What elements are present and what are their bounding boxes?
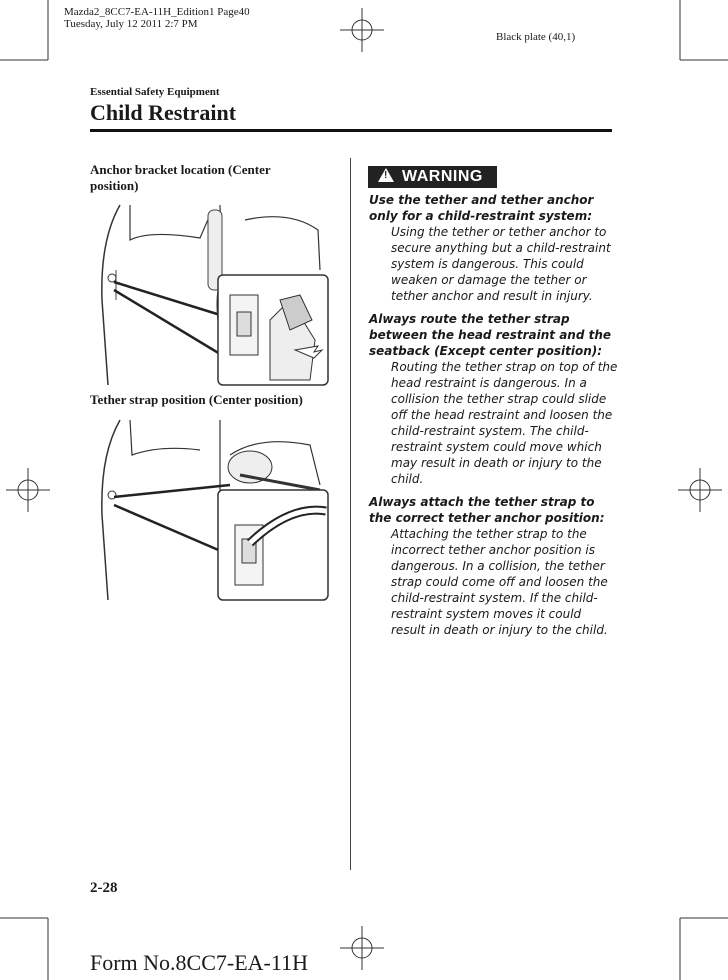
warning-item-heading: Use the tether and tether anchor only for a child-restraint system:	[369, 193, 594, 223]
page-title: Child Restraint	[90, 100, 237, 125]
print-header	[64, 6, 250, 30]
warning-list	[369, 192, 619, 645]
warning-badge-label: WARNING	[402, 168, 483, 185]
section-label: Essential Safety Equipment	[90, 86, 220, 98]
print-header-line1: Mazda2_8CC7-EA-11H_Edition1 Page40	[64, 6, 250, 18]
warning-item	[369, 192, 619, 304]
warning-item-body: Attaching the tether strap to the incorrect tether anchor position is dangerous. In a collision, the tether strap could come off and loosen the child-restraint system. If the child-restraint system moves it could result in death or injury to the child.	[391, 527, 608, 637]
column-divider	[350, 158, 351, 870]
tether-strap-illustration	[90, 415, 330, 605]
black-plate-label: Black plate (40,1)	[496, 31, 576, 43]
registration-mark-right	[678, 468, 722, 512]
form-number: Form No.8CC7-EA-11H	[90, 950, 308, 975]
title-rule	[90, 129, 612, 132]
page-number: 2-28	[90, 880, 118, 896]
registration-mark-bottom	[340, 926, 384, 970]
warning-item-heading: Always route the tether strap between the head restraint and the seatback (Except center position):	[369, 312, 612, 358]
registration-mark-top	[340, 8, 384, 52]
warning-item-heading: Always attach the tether strap to the correct tether anchor position:	[369, 495, 605, 525]
registration-mark-left	[6, 468, 50, 512]
warning-item	[369, 494, 619, 638]
warning-item	[369, 311, 619, 487]
warning-triangle-icon: !	[378, 168, 394, 182]
figure2-caption: Tether strap position (Center position)	[90, 392, 303, 407]
print-header-line2: Tuesday, July 12 2011 2:7 PM	[64, 18, 198, 30]
warning-item-body: Using the tether or tether anchor to secure anything but a child-restraint system is dangerous. This could weaken or damage the tether or tether anchor and result in injury.	[391, 225, 611, 303]
warning-badge	[368, 166, 497, 188]
figure1-caption: Anchor bracket location (Center position)	[90, 162, 271, 193]
warning-item-body: Routing the tether strap on top of the head restraint is dangerous. In a collision the tether strap could slide off the head restraint and loosen the child-restraint system. The child-restraint system could move which may result in death or injury to the child.	[391, 360, 618, 486]
anchor-bracket-illustration	[90, 200, 330, 390]
